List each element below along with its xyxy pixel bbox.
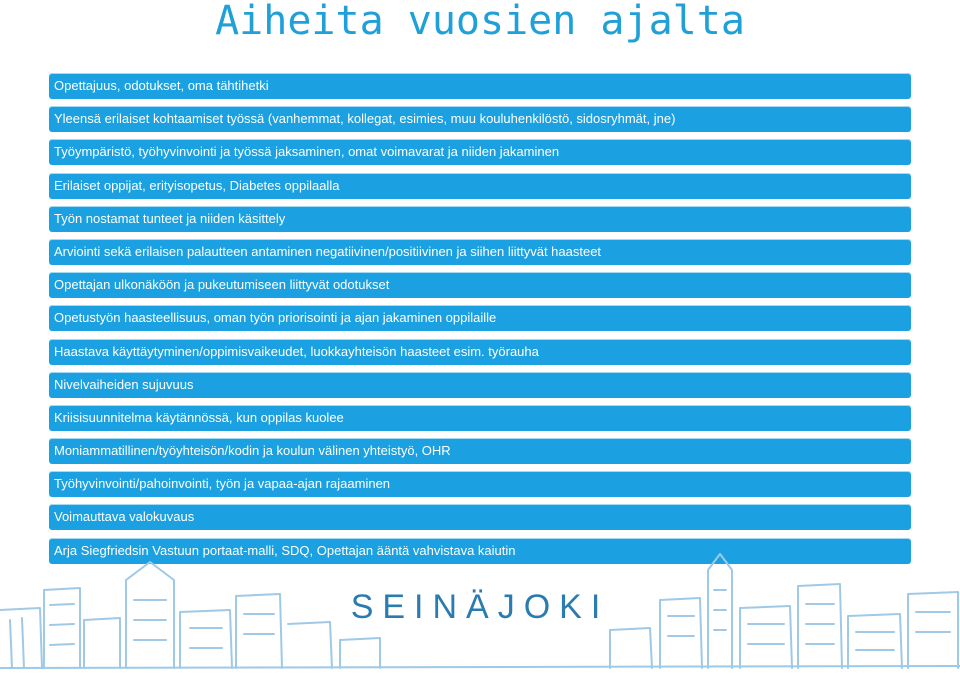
topic-item: Työympäristö, työhyvinvointi ja työssä jaksaminen, omat voimavarat ja niiden jakaminen: [49, 139, 911, 165]
topic-item: Työhyvinvointi/pahoinvointi, työn ja vapaa-ajan rajaaminen: [49, 471, 911, 497]
topic-item: Arviointi sekä erilaisen palautteen antaminen negatiivinen/positiivinen ja siihen liittyvät haasteet: [49, 239, 911, 265]
topic-item: Haastava käyttäytyminen/oppimisvaikeudet, luokkayhteisön haasteet esim. työrauha: [49, 339, 911, 365]
topic-item: Voimauttava valokuvaus: [49, 504, 911, 530]
topic-item: Moniammatillinen/työyhteisön/kodin ja koulun välinen yhteistyö, OHR: [49, 438, 911, 464]
topic-item: Kriisisuunnitelma käytännössä, kun oppilas kuolee: [49, 405, 911, 431]
topic-list: [49, 73, 911, 571]
page-title: Aiheita vuosien ajalta: [215, 0, 745, 44]
topic-item: Opetustyön haasteellisuus, oman työn priorisointi ja ajan jakaminen oppilaille: [49, 305, 911, 331]
topic-item: Opettajan ulkonäköön ja pukeutumiseen liittyvät odotukset: [49, 272, 911, 298]
topic-item: Yleensä erilaiset kohtaamiset työssä (vanhemmat, kollegat, esimies, muu kouluhenkilöstö, sidosryhmät, jne): [49, 106, 911, 132]
topic-item: Työn nostamat tunteet ja niiden käsittely: [49, 206, 911, 232]
topic-item: Erilaiset oppijat, erityisopetus, Diabetes oppilaalla: [49, 173, 911, 199]
topic-item: Opettajuus, odotukset, oma tähtihetki: [49, 73, 911, 99]
topic-item: Arja Siegfriedsin Vastuun portaat-malli, SDQ, Opettajan ääntä vahvistava kaiutin: [49, 538, 911, 564]
topic-item: Nivelvaiheiden sujuvuus: [49, 372, 911, 398]
seinajoki-logo: SEINÄJOKI: [350, 588, 610, 626]
